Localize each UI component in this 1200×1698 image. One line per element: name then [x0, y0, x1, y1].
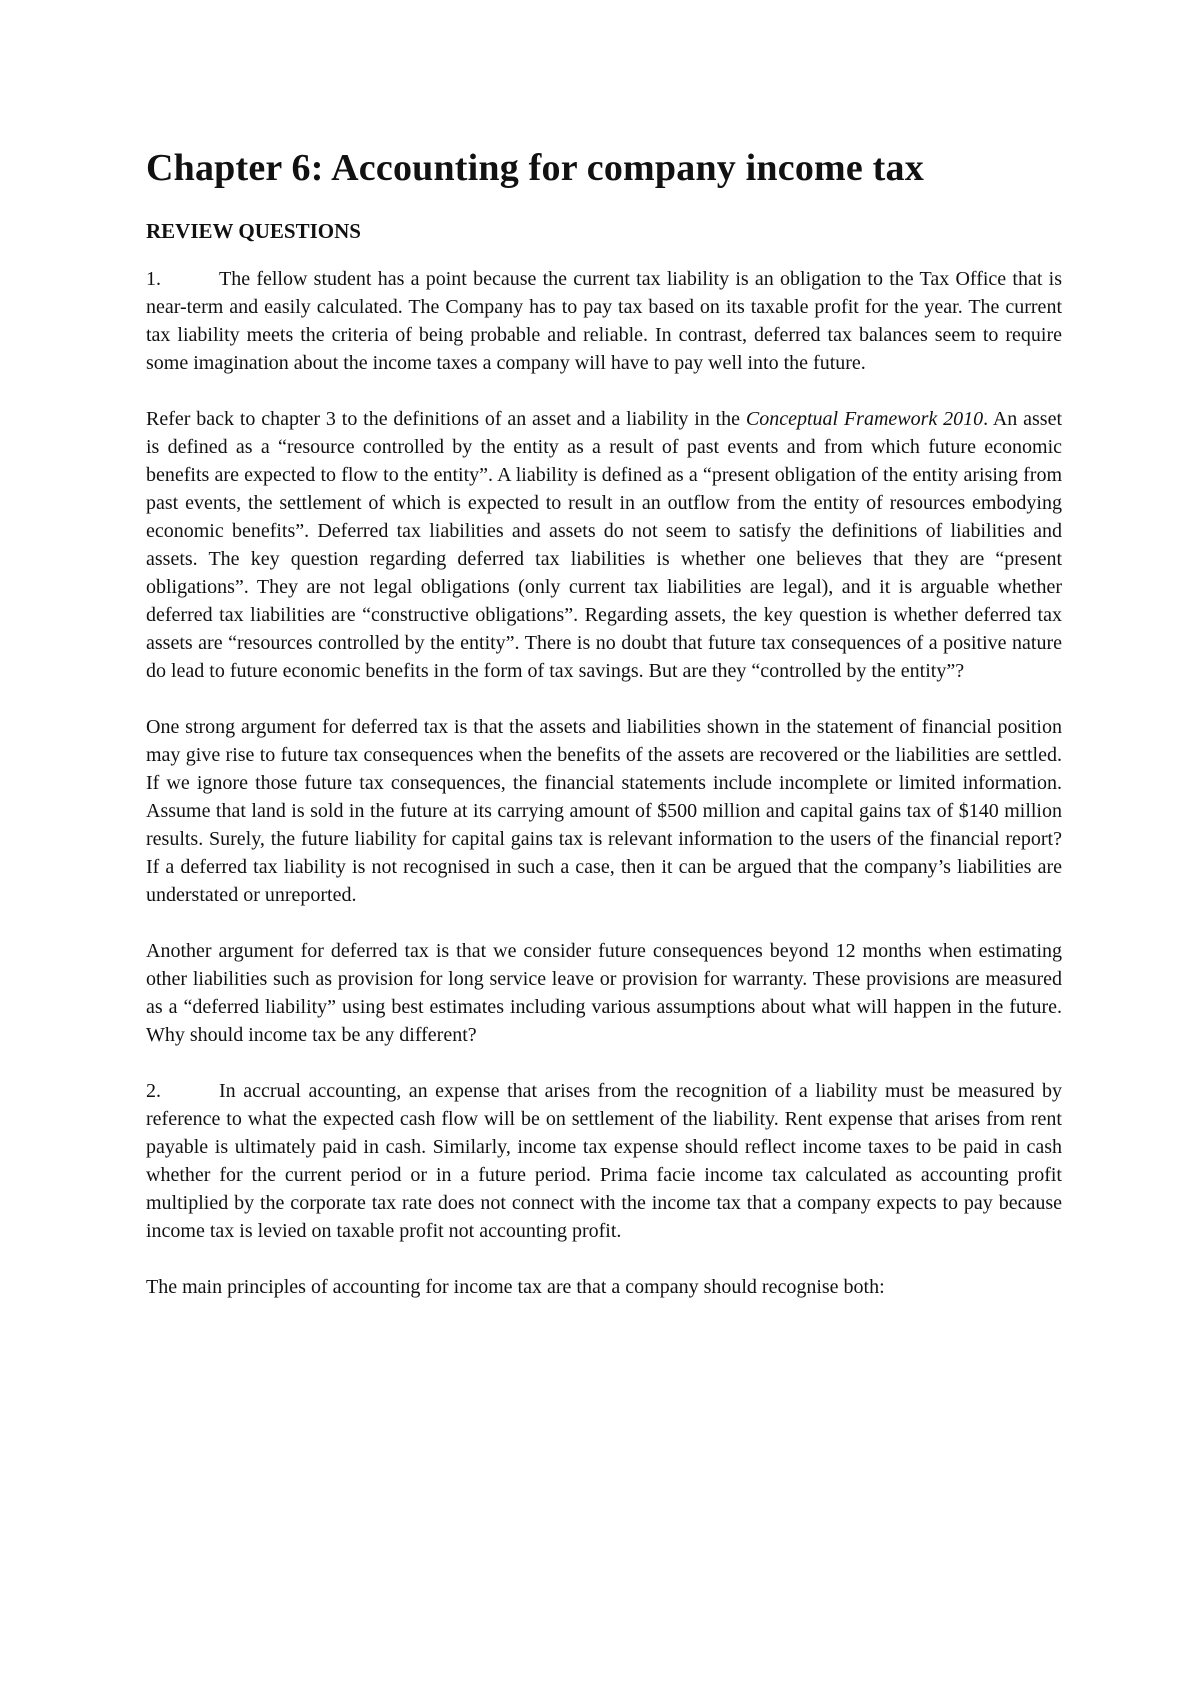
chapter-title: Chapter 6: Accounting for company income tax — [146, 147, 924, 189]
main-principles-paragraph: The main principles of accounting for income tax are that a company should recognise both: — [146, 1275, 885, 1298]
refer-back-paragraph — [146, 405, 1062, 685]
section-heading: REVIEW QUESTIONS — [146, 218, 361, 243]
page-content — [146, 146, 1062, 1301]
refer-back-text-rest: . An asset is defined as a “resource controlled by the entity as a result of past events and from which future economic benefits are expected to flow to the entity”. A liability is defined as a “present obligation of the entity arising from past events, the settlement of which is expected to result in an outflow from the entity of resources embodying economic benefits”. Deferred tax liabilities and assets do not seem to satisfy the definitions of liabilities and assets. The key question regarding deferred tax liabilities is whether one believes that they are “present obligations”. They are not legal obligations (only current tax liabilities are legal), and it is arguable whether deferred tax liabilities are “constructive obligations”. Regarding assets, the key question is whether deferred tax assets are “resources controlled by the entity”. There is no doubt that future tax consequences of a positive nature do lead to future economic benefits in the form of tax savings. But are they “controlled by the entity”? — [146, 407, 1063, 682]
refer-back-text-start: Refer back to chapter 3 to the definitions of an asset and a liability in the — [146, 407, 746, 430]
strong-argument-paragraph: One strong argument for deferred tax is that the assets and liabilities shown in the statement of financial position may give rise to future tax consequences when the benefits of the assets are recovered or the liabilities are settled. If we ignore those future tax consequences, the financial statements include incomplete or limited information. Assume that land is sold in the future at its carrying amount of $500 million and capital gains tax of $140 million results. Surely, the future liability for capital gains tax is relevant information to the users of the financial report? If a deferred tax liability is not recognised in such a case, then it can be argued that the company’s liabilities are understated or unreported. — [146, 715, 1062, 906]
question-1-paragraph — [146, 265, 1062, 377]
framework-title: Conceptual Framework 2010 — [745, 407, 984, 430]
question-number: 2. — [146, 1079, 161, 1102]
question-2-paragraph — [146, 1077, 1062, 1245]
question-number: 1. — [146, 267, 161, 290]
question-1-text: The fellow student has a point because the current tax liability is an obligation to the Tax Office that is near-term and easily calculated. The Company has to pay tax based on its taxable profit for the year. The current tax liability meets the criteria of being probable and reliable. In contrast, deferred tax balances seem to require some imagination about the income taxes a company will have to pay well into the future. — [146, 267, 1062, 374]
question-2-text: In accrual accounting, an expense that arises from the recognition of a liability must be measured by reference to what the expected cash flow will be on settlement of the liability. Rent expense that arises from rent payable is ultimately paid in cash. Similarly, income tax expense should reflect income taxes to be paid in cash whether for the current period or in a future period. Prima facie income tax calculated as accounting profit multiplied by the corporate tax rate does not connect with the income tax that a company expects to pay because income tax is levied on taxable profit not accounting profit. — [146, 1079, 1062, 1242]
another-argument-paragraph: Another argument for deferred tax is that we consider future consequences beyond 12 months when estimating other liabilities such as provision for long service leave or provision for warranty. These provisions are measured as a “deferred liability” using best estimates including various assumptions about what will happen in the future. Why should income tax be any different? — [146, 939, 1062, 1046]
